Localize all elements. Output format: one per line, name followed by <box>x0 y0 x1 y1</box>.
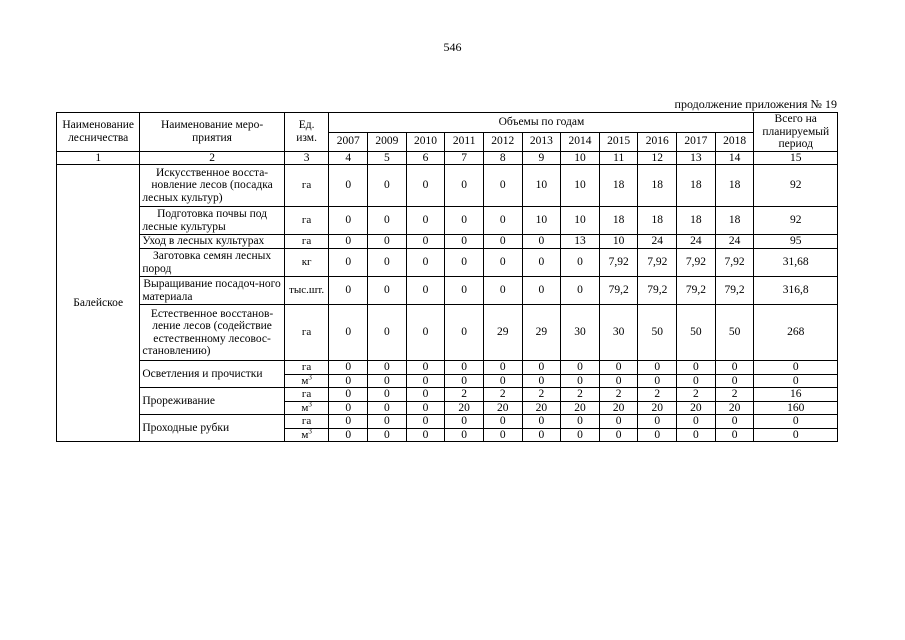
header-unit-line2: изм. <box>296 131 317 144</box>
value-cell: 0 <box>445 415 484 429</box>
total-cell: 160 <box>754 401 838 415</box>
unit-cell <box>284 428 329 442</box>
unit-cell: га <box>284 235 329 249</box>
header-total-line2: планируемый <box>762 125 830 138</box>
table-row <box>57 277 838 305</box>
value-cell: 0 <box>329 415 368 429</box>
value-cell: 20 <box>638 401 677 415</box>
value-cell: 0 <box>599 374 638 388</box>
value-cell: 20 <box>522 401 561 415</box>
value-cell: 7,92 <box>677 249 716 277</box>
value-cell: 0 <box>677 361 716 375</box>
unit-cell: кг <box>284 249 329 277</box>
column-number: 12 <box>638 151 677 165</box>
column-number: 6 <box>406 151 445 165</box>
total-cell: 16 <box>754 388 838 402</box>
unit-text: га <box>301 361 312 373</box>
value-cell: 0 <box>368 277 407 305</box>
value-cell: 29 <box>483 305 522 361</box>
total-cell: 31,68 <box>754 249 838 277</box>
value-cell: 0 <box>522 374 561 388</box>
unit-cell <box>284 388 329 402</box>
value-cell: 0 <box>483 374 522 388</box>
value-cell: 30 <box>561 305 600 361</box>
page-number: 546 <box>443 40 462 54</box>
year-header: 2018 <box>715 132 754 151</box>
value-cell: 0 <box>483 428 522 442</box>
header-activity-line1: Наименование меро- <box>160 119 264 132</box>
value-cell: 20 <box>483 401 522 415</box>
unit-cell <box>284 361 329 375</box>
value-cell: 0 <box>368 361 407 375</box>
value-cell: 0 <box>483 235 522 249</box>
table-row <box>57 207 838 235</box>
value-cell: 0 <box>445 249 484 277</box>
value-cell: 29 <box>522 305 561 361</box>
activity-name: Прореживание <box>140 388 284 415</box>
value-cell: 0 <box>522 235 561 249</box>
year-header: 2012 <box>483 132 522 151</box>
value-cell: 0 <box>483 361 522 375</box>
column-numbers-row <box>57 151 838 165</box>
value-cell: 0 <box>329 277 368 305</box>
header-activity-line2: приятия <box>192 131 232 144</box>
total-cell: 316,8 <box>754 277 838 305</box>
value-cell: 0 <box>715 415 754 429</box>
header-total-line3: период <box>778 138 813 150</box>
column-number: 15 <box>754 151 838 165</box>
activity-name: Выращивание посадоч-ного материала <box>140 277 284 305</box>
year-header: 2009 <box>368 132 407 151</box>
value-cell: 0 <box>561 374 600 388</box>
value-cell: 0 <box>445 207 484 235</box>
value-cell: 0 <box>483 249 522 277</box>
header-volumes: Объемы по годам <box>329 113 754 133</box>
table-row <box>57 305 838 361</box>
unit-cell: га <box>284 305 329 361</box>
value-cell: 0 <box>522 415 561 429</box>
header-unit-line1: Ед. <box>298 119 315 132</box>
year-header: 2007 <box>329 132 368 151</box>
value-cell: 0 <box>368 235 407 249</box>
value-cell: 0 <box>561 361 600 375</box>
unit-cell <box>284 415 329 429</box>
table-row <box>57 388 838 402</box>
value-cell: 7,92 <box>715 249 754 277</box>
value-cell: 20 <box>677 401 716 415</box>
total-cell: 0 <box>754 374 838 388</box>
value-cell: 0 <box>406 249 445 277</box>
value-cell: 10 <box>522 165 561 207</box>
unit-superscript: 3 <box>308 401 312 408</box>
total-cell: 92 <box>754 165 838 207</box>
value-cell: 18 <box>638 207 677 235</box>
header-total <box>754 113 838 152</box>
value-cell: 0 <box>406 305 445 361</box>
column-number: 2 <box>140 151 284 165</box>
value-cell: 0 <box>445 361 484 375</box>
value-cell: 0 <box>368 428 407 442</box>
value-cell: 20 <box>599 401 638 415</box>
header-forestry-line2: лесничества <box>68 131 129 144</box>
table-row <box>57 165 838 207</box>
value-cell: 0 <box>329 249 368 277</box>
value-cell: 0 <box>522 361 561 375</box>
year-header: 2011 <box>445 132 484 151</box>
value-cell: 0 <box>406 401 445 415</box>
column-number: 14 <box>715 151 754 165</box>
header-total-line1: Всего на <box>774 113 817 125</box>
column-number: 10 <box>561 151 600 165</box>
column-number: 11 <box>599 151 638 165</box>
value-cell: 0 <box>368 165 407 207</box>
value-cell: 0 <box>599 415 638 429</box>
year-header: 2014 <box>561 132 600 151</box>
value-cell: 79,2 <box>715 277 754 305</box>
value-cell: 0 <box>638 361 677 375</box>
value-cell: 0 <box>406 361 445 375</box>
value-cell: 7,92 <box>599 249 638 277</box>
value-cell: 0 <box>445 235 484 249</box>
column-number: 3 <box>284 151 329 165</box>
value-cell: 2 <box>638 388 677 402</box>
value-cell: 0 <box>445 428 484 442</box>
activity-name: Осветления и прочистки <box>140 361 284 388</box>
value-cell: 20 <box>445 401 484 415</box>
activity-name: Заготовка семян лесных пород <box>140 249 284 277</box>
total-cell: 92 <box>754 207 838 235</box>
value-cell: 0 <box>406 374 445 388</box>
value-cell: 0 <box>638 415 677 429</box>
value-cell: 0 <box>677 415 716 429</box>
value-cell: 50 <box>677 305 716 361</box>
value-cell: 0 <box>329 207 368 235</box>
unit-cell <box>284 374 329 388</box>
value-cell: 10 <box>599 235 638 249</box>
value-cell: 0 <box>445 165 484 207</box>
value-cell: 7,92 <box>638 249 677 277</box>
value-cell: 0 <box>445 277 484 305</box>
unit-text: м <box>301 374 309 387</box>
activity-name: Проходные рубки <box>140 415 284 442</box>
value-cell: 2 <box>677 388 716 402</box>
column-number: 4 <box>329 151 368 165</box>
value-cell: 0 <box>406 428 445 442</box>
table-row <box>57 415 838 429</box>
unit-superscript: 3 <box>308 428 312 435</box>
value-cell: 0 <box>406 415 445 429</box>
column-number: 1 <box>57 151 140 165</box>
forestry-name: Балейское <box>57 165 140 442</box>
table-row <box>57 249 838 277</box>
value-cell: 0 <box>677 374 716 388</box>
value-cell: 79,2 <box>677 277 716 305</box>
value-cell: 18 <box>599 165 638 207</box>
table-row <box>57 361 838 375</box>
total-cell: 0 <box>754 415 838 429</box>
value-cell: 0 <box>329 374 368 388</box>
value-cell: 0 <box>329 235 368 249</box>
activity-name: Уход в лесных культурах <box>140 235 284 249</box>
header-forestry-line1: Наименование <box>62 119 135 132</box>
header-forestry <box>57 113 140 152</box>
column-number: 7 <box>445 151 484 165</box>
unit-cell <box>284 401 329 415</box>
value-cell: 13 <box>561 235 600 249</box>
value-cell: 0 <box>561 428 600 442</box>
total-cell: 0 <box>754 361 838 375</box>
value-cell: 0 <box>483 277 522 305</box>
value-cell: 0 <box>406 277 445 305</box>
column-number: 5 <box>368 151 407 165</box>
value-cell: 0 <box>329 401 368 415</box>
value-cell: 18 <box>638 165 677 207</box>
value-cell: 0 <box>599 428 638 442</box>
value-cell: 0 <box>329 361 368 375</box>
value-cell: 0 <box>561 415 600 429</box>
value-cell: 0 <box>483 207 522 235</box>
value-cell: 18 <box>677 207 716 235</box>
continuation-note: продолжение приложения № 19 <box>674 97 837 111</box>
value-cell: 10 <box>561 165 600 207</box>
unit-text: га <box>301 415 312 427</box>
value-cell: 0 <box>483 415 522 429</box>
value-cell: 0 <box>406 207 445 235</box>
value-cell: 0 <box>522 249 561 277</box>
column-number: 8 <box>483 151 522 165</box>
value-cell: 24 <box>677 235 716 249</box>
value-cell: 18 <box>599 207 638 235</box>
activity-name: Подготовка почвы под лесные культуры <box>140 207 284 235</box>
unit-text: м <box>301 401 309 414</box>
value-cell: 0 <box>715 374 754 388</box>
value-cell: 0 <box>406 165 445 207</box>
value-cell: 2 <box>715 388 754 402</box>
unit-cell: тыс.шт. <box>284 277 329 305</box>
unit-superscript: 3 <box>308 374 312 381</box>
value-cell: 79,2 <box>599 277 638 305</box>
unit-text: га <box>301 388 312 400</box>
column-number: 13 <box>677 151 716 165</box>
value-cell: 0 <box>561 249 600 277</box>
header-activity <box>140 113 284 152</box>
value-cell: 0 <box>368 415 407 429</box>
value-cell: 0 <box>329 305 368 361</box>
value-cell: 18 <box>677 165 716 207</box>
value-cell: 2 <box>561 388 600 402</box>
total-cell: 95 <box>754 235 838 249</box>
value-cell: 20 <box>715 401 754 415</box>
forestry-volumes-table <box>56 112 838 442</box>
value-cell: 0 <box>522 428 561 442</box>
value-cell: 0 <box>368 374 407 388</box>
value-cell: 50 <box>715 305 754 361</box>
value-cell: 0 <box>329 165 368 207</box>
unit-cell: га <box>284 165 329 207</box>
activity-name: Искусственное восста-новление лесов (посадка лесных культур) <box>140 165 284 207</box>
value-cell: 18 <box>715 165 754 207</box>
value-cell: 0 <box>483 165 522 207</box>
total-cell: 268 <box>754 305 838 361</box>
year-header: 2015 <box>599 132 638 151</box>
value-cell: 0 <box>368 249 407 277</box>
year-header: 2016 <box>638 132 677 151</box>
column-number: 9 <box>522 151 561 165</box>
value-cell: 0 <box>638 374 677 388</box>
value-cell: 10 <box>522 207 561 235</box>
value-cell: 0 <box>329 428 368 442</box>
value-cell: 24 <box>638 235 677 249</box>
year-header: 2017 <box>677 132 716 151</box>
value-cell: 0 <box>677 428 716 442</box>
value-cell: 0 <box>368 305 407 361</box>
unit-cell: га <box>284 207 329 235</box>
value-cell: 0 <box>329 388 368 402</box>
value-cell: 2 <box>445 388 484 402</box>
value-cell: 2 <box>599 388 638 402</box>
header-unit <box>284 113 329 152</box>
value-cell: 0 <box>715 361 754 375</box>
value-cell: 0 <box>368 401 407 415</box>
unit-text: м <box>301 428 309 441</box>
value-cell: 0 <box>406 388 445 402</box>
year-header: 2010 <box>406 132 445 151</box>
value-cell: 0 <box>561 277 600 305</box>
table-row <box>57 235 838 249</box>
value-cell: 0 <box>368 207 407 235</box>
value-cell: 24 <box>715 235 754 249</box>
value-cell: 30 <box>599 305 638 361</box>
year-header: 2013 <box>522 132 561 151</box>
value-cell: 18 <box>715 207 754 235</box>
value-cell: 0 <box>445 305 484 361</box>
value-cell: 50 <box>638 305 677 361</box>
value-cell: 79,2 <box>638 277 677 305</box>
total-cell: 0 <box>754 428 838 442</box>
activity-name: Естественное восстанов-ление лесов (содействие естественному лесовос-становлению) <box>140 305 284 361</box>
value-cell: 0 <box>638 428 677 442</box>
value-cell: 0 <box>445 374 484 388</box>
value-cell: 2 <box>483 388 522 402</box>
value-cell: 0 <box>715 428 754 442</box>
value-cell: 20 <box>561 401 600 415</box>
value-cell: 10 <box>561 207 600 235</box>
value-cell: 0 <box>599 361 638 375</box>
value-cell: 0 <box>522 277 561 305</box>
value-cell: 2 <box>522 388 561 402</box>
value-cell: 0 <box>368 388 407 402</box>
value-cell: 0 <box>406 235 445 249</box>
